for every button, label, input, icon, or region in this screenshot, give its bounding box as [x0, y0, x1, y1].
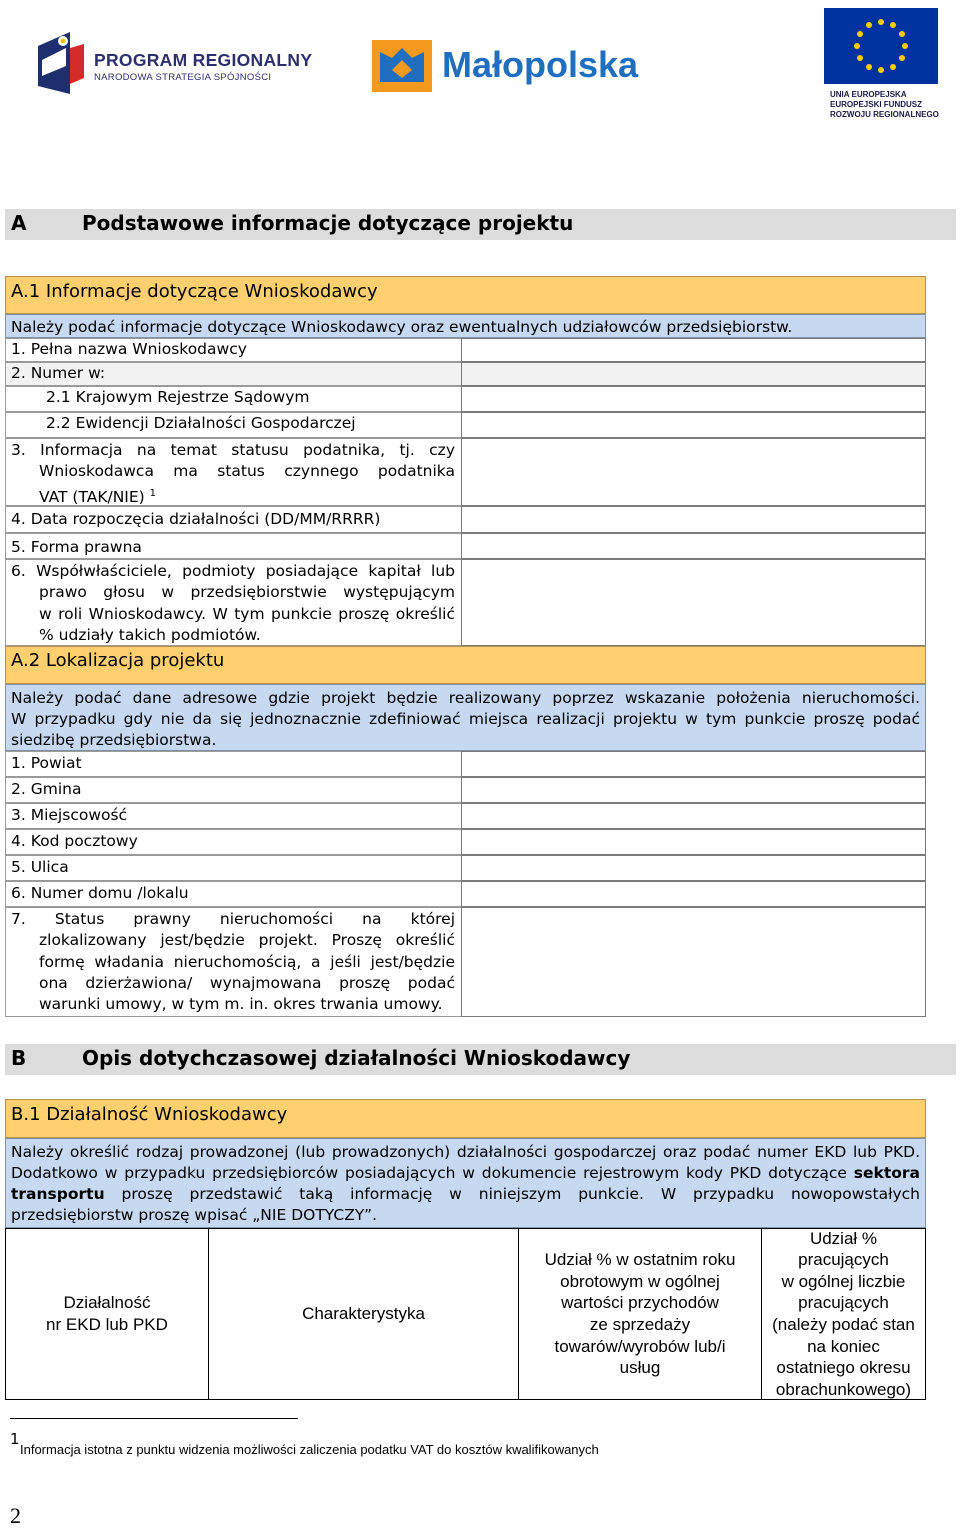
a1-item-3-field[interactable] — [461, 438, 926, 506]
a2-item-7-line: 7. Status prawny nieruchomości na której — [11, 910, 455, 928]
eu-line: ROZWOJU REGIONALNEGO — [830, 110, 939, 119]
table-header-employment-share: Udział % pracujących w ogólnej liczbie pracujących (należy podać stan na koniec ostatniego okresu obrachunkowego) — [772, 1228, 915, 1399]
a2-item-2-label: 2. Gmina — [5, 777, 461, 803]
a2-note-line: W przypadku gdy nie da się jednoznacznie zdefiniować miejsca realizacji projektu w tym punkcie proszę podać — [11, 710, 920, 728]
section-b-header — [5, 1044, 956, 1075]
b1-note-bold: transportu — [11, 1185, 105, 1203]
program-regionalny-emblem — [36, 28, 88, 98]
a2-item-7-line: ona dzierżawiona/ wynajmowana proszę podać — [39, 973, 455, 992]
program-regionalny-title: PROGRAM REGIONALNY — [94, 50, 313, 70]
b1-note — [5, 1138, 926, 1228]
a2-item-7-field[interactable] — [461, 907, 926, 1017]
b1-note-text: Dodatkowo w przypadku przedsiębiorców posiadających w dokumencie rejestrowym kody PKD dotyczące — [11, 1164, 854, 1182]
a1-item-5-field[interactable] — [461, 533, 926, 559]
b1-note-text: proszę przedstawić taką informację w niniejszym punkcie. W przypadku nowopowstałych — [121, 1185, 920, 1203]
a1-item-5-label: 5. Forma prawna — [5, 533, 461, 559]
a1-item-2-2-label: 2.2 Ewidencji Działalności Gospodarczej — [5, 412, 461, 438]
b1-heading: B.1 Działalność Wnioskodawcy — [5, 1099, 926, 1138]
a1-item-2-1-label: 2.1 Krajowym Rejestrze Sądowym — [5, 386, 461, 412]
a2-item-2-field[interactable] — [461, 777, 926, 803]
section-b-letter: B — [11, 1046, 27, 1070]
a2-note-line: Należy podać dane adresowe gdzie projekt będzie realizowany poprzez wskazanie położenia nieruchomości. — [11, 689, 920, 707]
a2-item-1-field[interactable] — [461, 751, 926, 777]
a1-item-6-line: w roli Wnioskodawcy. W tym punkcie proszę określić — [39, 604, 455, 623]
a1-item-6-line: % udziały takich podmiotów. — [39, 625, 261, 644]
a2-item-6-field[interactable] — [461, 881, 926, 907]
a1-item-6-line: 6. Współwłaściciele, podmioty posiadające kapitał lub — [11, 562, 455, 580]
a2-note-line: siedzibę przedsiębiorstwa. — [11, 731, 217, 749]
a1-item-1-field[interactable] — [461, 338, 926, 362]
a1-item-2-field — [461, 362, 926, 386]
a1-item-4-field[interactable] — [461, 506, 926, 533]
eu-line: EUROPEJSKI FUNDUSZ — [830, 100, 923, 109]
a1-note: Należy podać informacje dotyczące Wnioskodawcy oraz ewentualnych udziałowców przedsiębiorstw. — [5, 314, 926, 338]
malopolska-emblem — [372, 40, 432, 92]
b1-note-line — [11, 1184, 920, 1205]
program-regionalny-subtitle: NARODOWA STRATEGIA SPÓJNOŚCI — [94, 72, 272, 83]
a2-item-7-line: warunki umowy, w tym m. in. okres trwania umowy. — [39, 995, 443, 1014]
a1-item-3-line: Wnioskodawca ma status czynnego podatnika — [39, 462, 455, 481]
a2-item-4-label: 4. Kod pocztowy — [5, 829, 461, 855]
a1-item-6-field[interactable] — [461, 559, 926, 646]
a1-item-3-label — [5, 438, 461, 506]
a2-item-3-label: 3. Miejscowość — [5, 803, 461, 829]
eu-line: UNIA EUROPEJSKA — [830, 90, 907, 99]
a2-item-7-label — [5, 907, 461, 1017]
table-header-characteristics: Charakterystyka — [209, 1229, 519, 1399]
a1-item-3-line: 3. Informacja na temat statusu podatnika, tj. czy — [11, 441, 455, 459]
b1-note-line: przedsiębiorstw proszę wpisać „NIE DOTYCZY”. — [11, 1206, 378, 1224]
eu-flag-icon — [822, 8, 942, 86]
a2-item-6-label: 6. Numer domu /lokalu — [5, 881, 461, 907]
table-header-activity: Działalność nr EKD lub PKD — [6, 1229, 209, 1399]
a1-heading: A.1 Informacje dotyczące Wnioskodawcy — [5, 276, 926, 314]
b1-note-line — [11, 1163, 920, 1184]
a2-heading: A.2 Lokalizacja projektu — [5, 646, 926, 684]
a1-item-3-line — [11, 483, 461, 508]
a2-item-4-field[interactable] — [461, 829, 926, 855]
section-a-title: Podstawowe informacje dotyczące projektu — [82, 211, 574, 235]
footnote-ref: 1 — [149, 487, 157, 499]
activity-table — [5, 1228, 926, 1400]
a1-item-2-2-field[interactable] — [461, 412, 926, 438]
a1-item-1-label: 1. Pełna nazwa Wnioskodawcy — [5, 338, 461, 362]
a1-item-2-1-field[interactable] — [461, 386, 926, 412]
table-header-revenue-share: Udział % w ostatnim roku obrotowym w ogólnej wartości przychodów ze sprzedaży towarów/wyrobów lub/i usług — [519, 1229, 762, 1399]
page-number: 2 — [10, 1503, 21, 1528]
a2-item-5-label: 5. Ulica — [5, 855, 461, 881]
malopolska-logo — [372, 38, 672, 94]
eu-logo-text — [830, 90, 942, 120]
a2-note — [5, 684, 926, 751]
b1-note-bold: sektora — [853, 1164, 920, 1182]
b1-note-line: Należy określić rodzaj prowadzonej (lub prowadzonych) działalności gospodarczej oraz podać numer EKD lub PKD. — [11, 1143, 920, 1161]
a1-item-3-line-text: VAT (TAK/NIE) — [39, 487, 145, 506]
a1-item-6-label — [5, 559, 461, 646]
section-b-title: Opis dotychczasowej działalności Wnioskodawcy — [82, 1046, 631, 1070]
footnote-rule — [10, 1418, 298, 1419]
a2-item-7-line: zlokalizowany jest/będzie projekt. Proszę określić — [39, 931, 455, 950]
section-a-letter: A — [11, 211, 27, 235]
a2-item-5-field[interactable] — [461, 855, 926, 881]
a2-item-7-line: formę władania nieruchomością, a jeśli jest/będzie — [39, 952, 455, 971]
a1-item-2-label: 2. Numer w: — [5, 362, 461, 386]
footnote-mark: 1 — [10, 1430, 20, 1448]
a2-item-3-field[interactable] — [461, 803, 926, 829]
a1-item-4-label: 4. Data rozpoczęcia działalności (DD/MM/RRRR) — [5, 506, 461, 533]
a2-item-1-label: 1. Powiat — [5, 751, 461, 777]
malopolska-text: Małopolska — [442, 44, 639, 85]
eu-logo — [822, 8, 942, 128]
section-a-header — [5, 209, 956, 240]
a1-item-6-line: prawo głosu w przedsiębiorstwie występującym — [39, 583, 455, 602]
footnote-text: Informacja istotna z punktu widzenia możliwości zaliczenia podatku VAT do kosztów kwalifikowanych — [20, 1442, 599, 1457]
program-regionalny-logo — [36, 28, 326, 98]
